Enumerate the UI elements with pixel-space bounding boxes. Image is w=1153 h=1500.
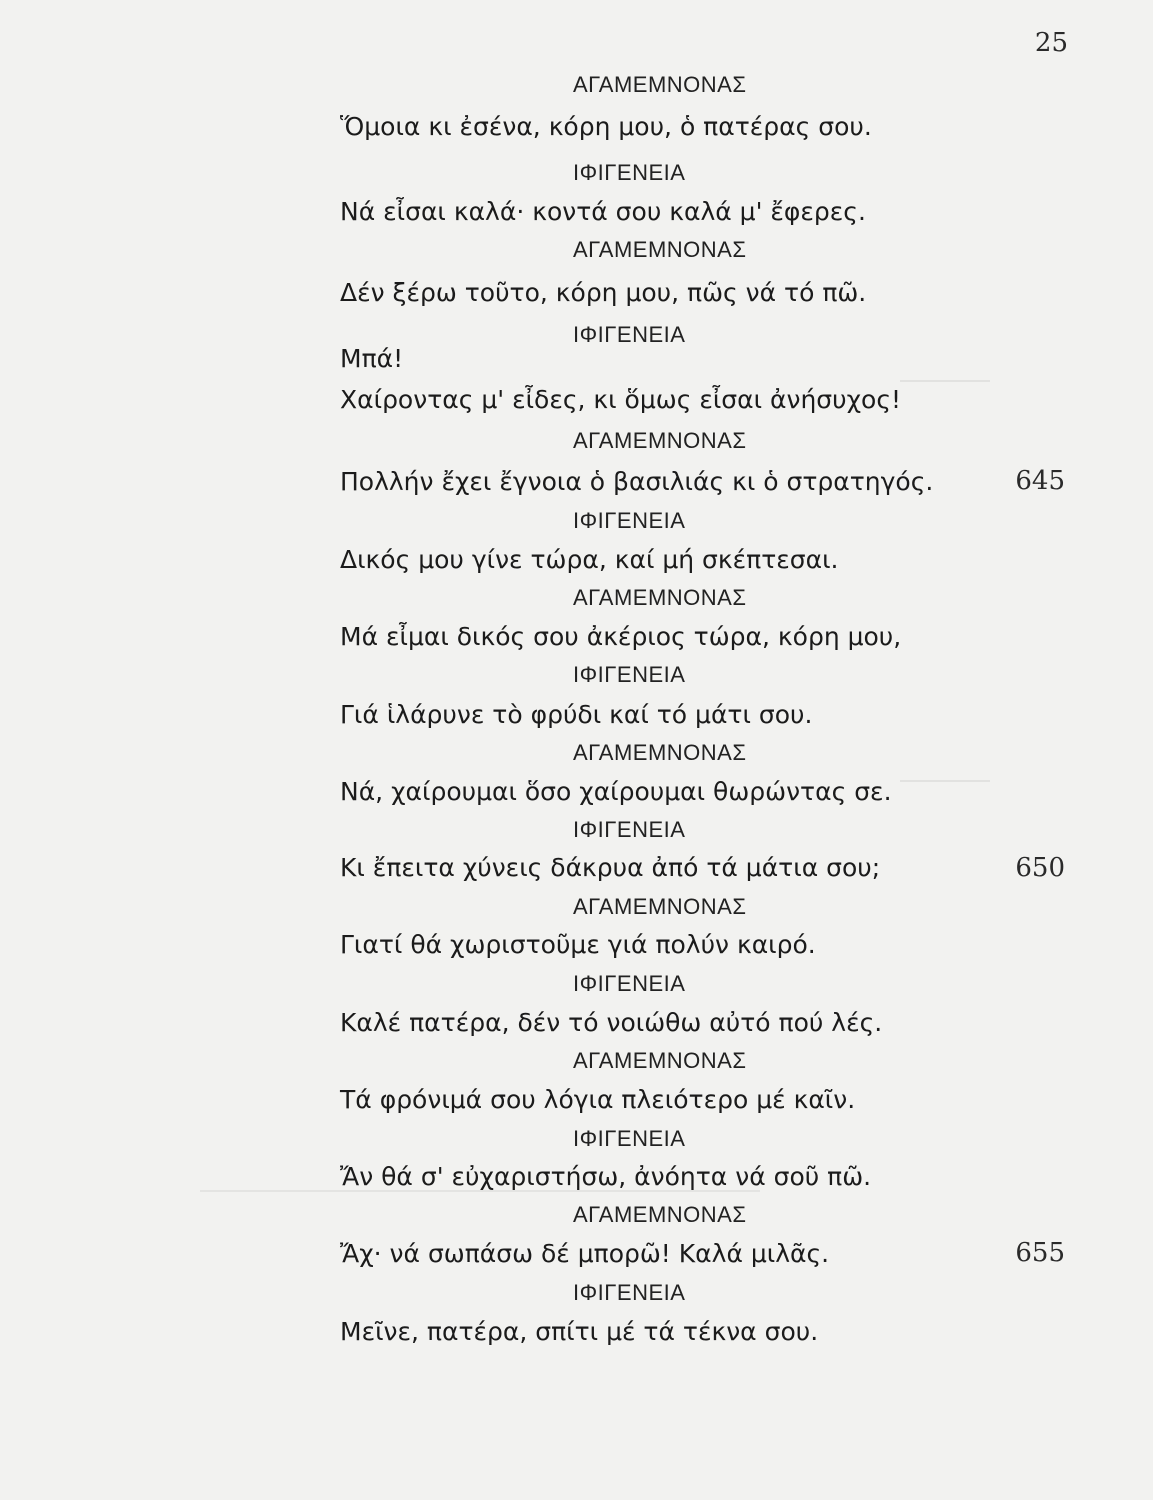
verse-line: Γιατί θά χωριστοῦμε γιά πολύν καιρό.: [340, 930, 816, 959]
speaker-name: ΙΦΙΓΕΝΕΙΑ: [573, 971, 686, 996]
verse-line: Νά, χαίρουμαι ὅσο χαίρουμαι θωρώντας σε.: [340, 777, 892, 806]
speaker-name: ΙΦΙΓΕΝΕΙΑ: [573, 1126, 686, 1151]
speaker-name: ΑΓΑΜΕΜΝΟΝΑΣ: [573, 740, 747, 765]
speaker-name: ΑΓΑΜΕΜΝΟΝΑΣ: [573, 894, 747, 919]
speaker-name: ΑΓΑΜΕΜΝΟΝΑΣ: [573, 1202, 747, 1227]
verse-line: Καλέ πατέρα, δέν τό νοιώθω αὐτό πού λές.: [340, 1008, 883, 1037]
speaker-name: ΙΦΙΓΕΝΕΙΑ: [573, 1280, 686, 1305]
speaker-name: ΙΦΙΓΕΝΕΙΑ: [573, 508, 686, 533]
speaker-name: ΑΓΑΜΕΜΝΟΝΑΣ: [573, 585, 747, 610]
verse-line: Γιά ἱλάρυνε τὸ φρύδι καί τό μάτι σου.: [340, 700, 813, 729]
speaker-name: ΙΦΙΓΕΝΕΙΑ: [573, 662, 686, 687]
line-number: 645: [1015, 466, 1065, 496]
verse-line: Ἄχ· νά σωπάσω δέ μπορῶ! Καλά μιλᾶς.: [340, 1239, 830, 1268]
verse-line: Ὅμοια κι ἐσένα, κόρη μου, ὁ πατέρας σου.: [340, 112, 872, 141]
verse-line: Νά εἶσαι καλά· κοντά σου καλά μ' ἔφερες.: [340, 197, 866, 226]
speaker-name: ΑΓΑΜΕΜΝΟΝΑΣ: [573, 1048, 747, 1073]
verse-line: Ἄν θά σ' εὐχαριστήσω, ἀνόητα νά σοῦ πῶ.: [340, 1162, 872, 1191]
verse-line: Μεῖνε, πατέρα, σπίτι μέ τά τέκνα σου.: [340, 1317, 819, 1346]
verse-line: Δικός μου γίνε τώρα, καί μή σκέπτεσαι.: [340, 545, 839, 574]
verse-line: Κι ἔπειτα χύνεις δάκρυα ἀπό τά μάτια σου;: [340, 853, 881, 882]
page-number: 25: [1034, 28, 1068, 58]
verse-line: Μά εἶμαι δικός σου ἀκέριος τώρα, κόρη μου,: [340, 622, 902, 651]
verse-line: Μπά!: [340, 344, 404, 373]
speaker-name: ΑΓΑΜΕΜΝΟΝΑΣ: [573, 72, 747, 97]
speaker-name: ΙΦΙΓΕΝΕΙΑ: [573, 322, 686, 347]
verse-line: Πολλήν ἔχει ἔγνοια ὁ βασιλιάς κι ὁ στρατηγός.: [340, 467, 934, 496]
speaker-name: ΑΓΑΜΕΜΝΟΝΑΣ: [573, 237, 747, 262]
speaker-name: ΙΦΙΓΕΝΕΙΑ: [573, 160, 686, 185]
verse-line: Δέν ξέρω τοῦτο, κόρη μου, πῶς νά τό πῶ.: [340, 278, 867, 307]
line-number: 650: [1015, 853, 1065, 883]
verse-line: Τά φρόνιμά σου λόγια πλειότερο μέ καῖν.: [340, 1085, 856, 1114]
line-number: 655: [1015, 1238, 1065, 1268]
speaker-name: ΙΦΙΓΕΝΕΙΑ: [573, 817, 686, 842]
speaker-name: ΑΓΑΜΕΜΝΟΝΑΣ: [573, 428, 747, 453]
verse-line: Χαίροντας μ' εἶδες, κι ὅμως εἶσαι ἀνήσυχος!: [340, 385, 902, 414]
